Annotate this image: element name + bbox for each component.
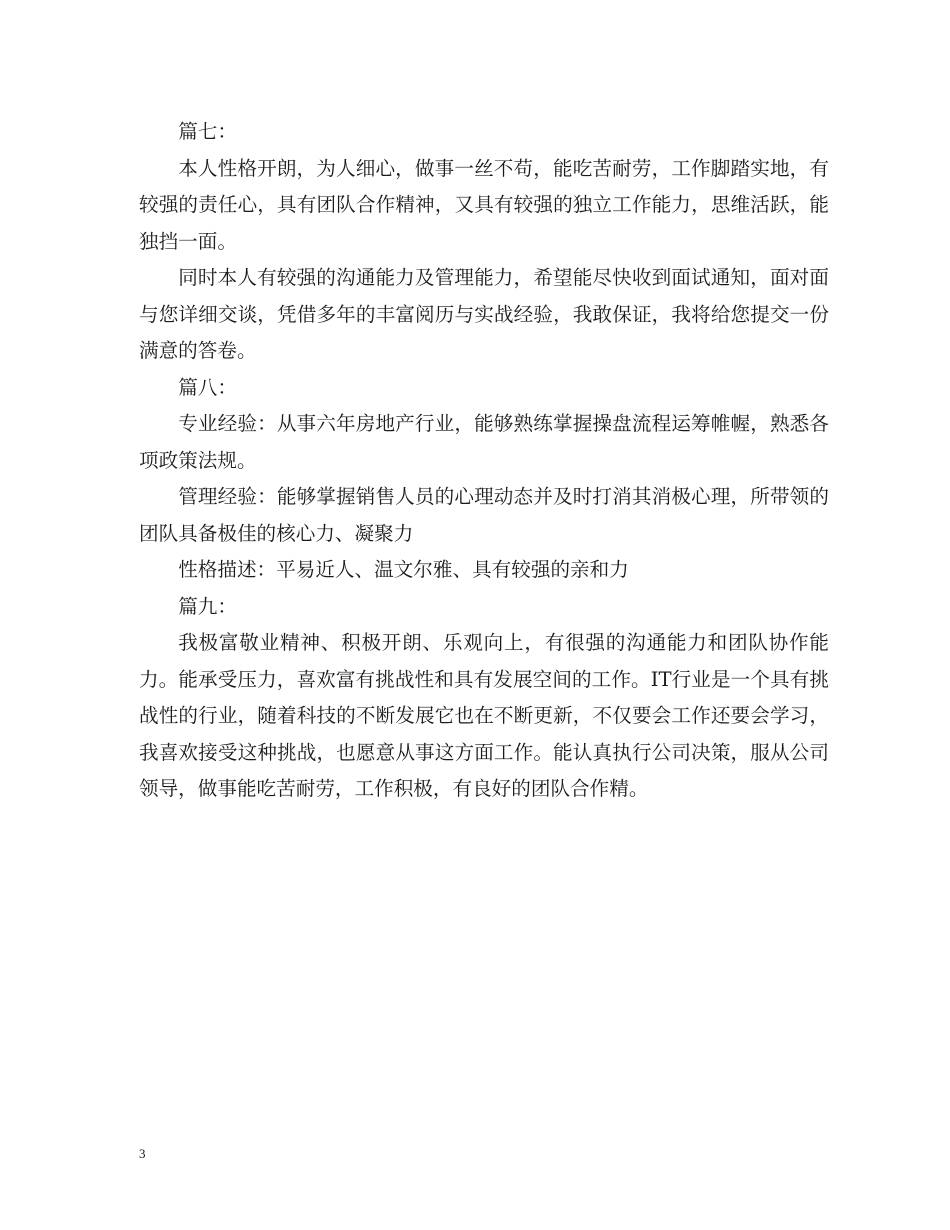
section-heading-9: 篇九： bbox=[178, 594, 237, 618]
section-8-paragraph-2: 管理经验：能够掌握销售人员的心理动态并及时打消其消极心理，所带领的团队具备极佳的核心力、凝聚力 bbox=[139, 485, 829, 545]
section-7-paragraph-2: 同时本人有较强的沟通能力及管理能力，希望能尽快收到面试通知，面对面与您详细交谈，凭借多年的丰富阅历与实战经验，我敢保证，我将给您提交一份满意的答卷。 bbox=[139, 266, 829, 362]
section-7-paragraph-1: 本人性格开朗，为人细心，做事一丝不苟，能吃苦耐劳，工作脚踏实地，有较强的责任心，具有团队合作精神，又具有较强的独立工作能力，思维活跃，能独挡一面。 bbox=[139, 156, 829, 253]
section-9-paragraph-1: 我极富敬业精神、积极开朗、乐观向上，有很强的沟通能力和团队协作能力。能承受压力，喜欢富有挑战性和具有发展空间的工作。IT行业是一个具有挑战性的行业，随着科技的不断发展它也在不断更新，不仅要会工作还要会学习，我喜欢接受这种挑战，也愿意从事这方面工作。能认真执行公司决策，服从公司领导，做事能吃苦耐劳，工作积极，有良好的团队合作精。 bbox=[139, 631, 829, 800]
section-heading-8: 篇八： bbox=[178, 375, 237, 399]
section-heading-7: 篇七： bbox=[178, 120, 237, 143]
section-8-paragraph-3: 性格描述：平易近人、温文尔雅、具有较强的亲和力 bbox=[178, 558, 629, 581]
page-number: 3 bbox=[139, 1146, 146, 1161]
document-body bbox=[139, 114, 829, 808]
section-8-paragraph-1: 专业经验：从事六年房地产行业，能够熟练掌握操盘流程运筹帷幄，熟悉各项政策法规。 bbox=[139, 412, 829, 472]
